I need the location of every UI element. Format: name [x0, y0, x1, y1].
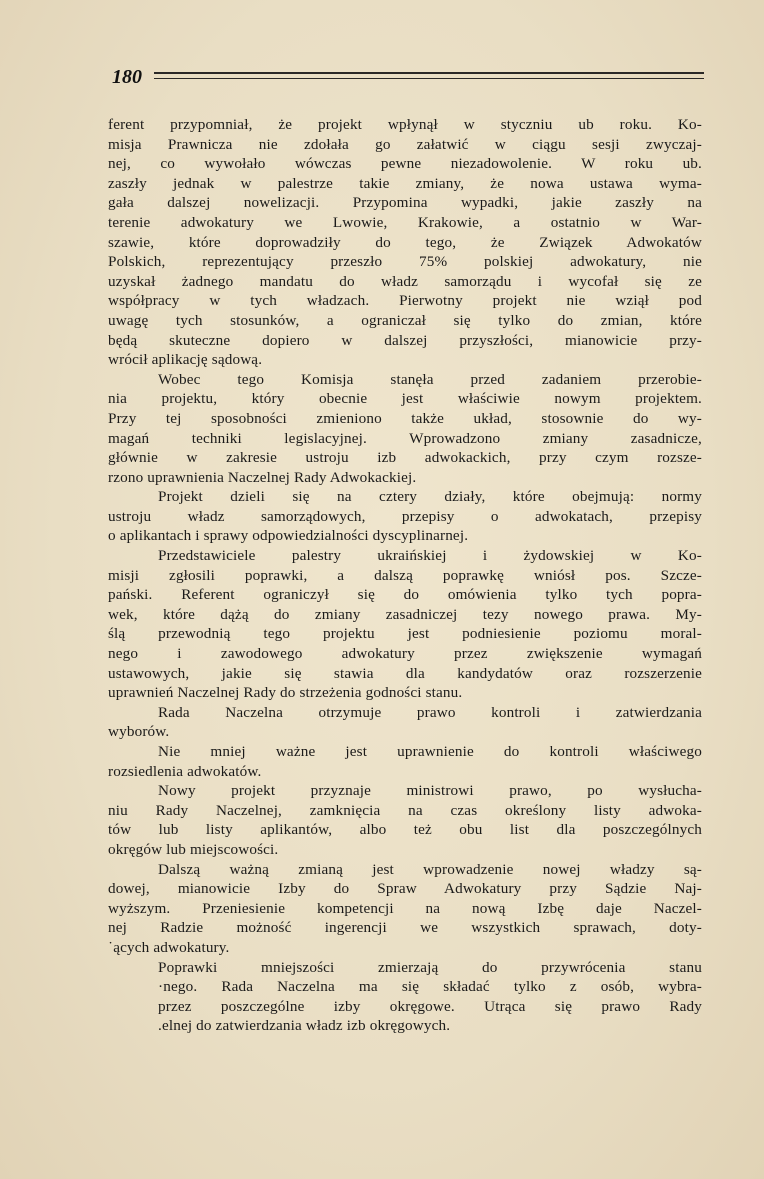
text-line: uzyskał żadnego mandatu do władz samorządu i wycofał się ze	[108, 272, 702, 290]
text-line: wyborów.	[108, 723, 170, 741]
header-rule	[154, 72, 704, 82]
page-number: 180	[112, 66, 142, 88]
text-line: terenie adwokatury we Lwowie, Krakowie, a ostatnio w War-	[108, 213, 702, 231]
text-line: Dalszą ważną zmianą jest wprowadzenie nowej władzy są-	[158, 860, 702, 878]
text-line: magań techniki legislacyjnej. Wprowadzono zmiany zasadnicze,	[108, 429, 702, 447]
header-rule-thick	[154, 72, 704, 74]
text-line: Rada Naczelna otrzymuje prawo kontroli i zatwierdzania	[158, 703, 702, 721]
text-line: ślą przewodnią tego projektu jest podniesienie poziomu moral-	[108, 625, 702, 643]
text-line: nego i zawodowego adwokatury przez zwiększenie wymagań	[108, 645, 702, 663]
text-line: ˙ących adwokatury.	[108, 938, 230, 956]
text-line: Poprawki mniejszości zmierzają do przywrócenia stanu	[158, 958, 702, 976]
text-line: uprawnień Naczelnej Rady do strzeżenia godności stanu.	[108, 684, 463, 702]
text-line: ferent przypomniał, że projekt wpłynął w styczniu ub roku. Ko-	[108, 116, 702, 133]
text-line: tów lub listy aplikantów, albo też obu list dla poszczególnych	[108, 821, 702, 839]
text-line: nej, co wywołało wówczas pewne niezadowolenie. W roku ub.	[108, 155, 702, 173]
text-line: misji zgłosili poprawki, a dalszą poprawkę wniósł pos. Szcze-	[108, 566, 702, 584]
text-line: zaszły jednak w palestrze takie zmiany, że nowa ustawa wyma-	[108, 174, 702, 192]
text-line: wyższym. Przeniesienie kompetencji na nową Izbę daje Naczel-	[108, 899, 702, 917]
page-header	[112, 66, 704, 96]
text-line: rozsiedlenia adwokatów.	[108, 762, 262, 780]
text-line: Przy tej sposobności zmieniono także układ, stosownie do wy-	[108, 409, 702, 427]
text-line: rzono uprawnienia Naczelnej Rady Adwokackiej.	[108, 468, 417, 486]
text-line: współpracy w tych władzach. Pierwotny projekt nie wziął pod	[108, 292, 702, 310]
text-line: misja Prawnicza nie zdołała go załatwić w ciągu sesji zwyczaj-	[108, 135, 702, 153]
text-line: uwagę tych stosunków, a ograniczał się tylko do zmian, które	[108, 311, 702, 329]
text-line: pański. Referent ograniczył się do omówienia tylko tych popra-	[108, 586, 702, 604]
body-text	[108, 115, 702, 1036]
text-line: .elnej do zatwierdzania władz izb okręgowych.	[158, 1017, 451, 1035]
header-rule-thin	[154, 78, 704, 79]
text-line: o aplikantach i sprawy odpowiedzialności dyscyplinarnej.	[108, 527, 469, 545]
text-line: nia projektu, który obecnie jest właściwie nowym projektem.	[108, 390, 702, 408]
text-line: przez poszczególne izby okręgowe. Utrąca się prawo Rady	[158, 997, 702, 1015]
text-line: ustawowych, jakie się stawia dla kandydatów oraz rozszerzenie	[108, 664, 702, 682]
text-line: dowej, mianowicie Izby do Spraw Adwokatury przy Sądzie Naj-	[108, 880, 702, 898]
text-line: Wobec tego Komisja stanęła przed zadaniem przerobie-	[158, 370, 702, 388]
text-line: głównie w zakresie ustroju izb adwokackich, przy czym rozsze-	[108, 449, 702, 467]
text-line: ustroju władz samorządowych, przepisy o adwokatach, przepisy	[108, 507, 702, 525]
text-line: niu Rady Naczelnej, zamknięcia na czas określony listy adwoka-	[108, 801, 702, 819]
text-line: będą skuteczne dopiero w dalszej przyszłości, mianowicie przy-	[108, 331, 702, 349]
text-line: Polskich, reprezentujący przeszło 75% polskiej adwokatury, nie	[108, 253, 702, 271]
text-line: Nowy projekt przyznaje ministrowi prawo, po wysłucha-	[158, 782, 702, 800]
text-line: wek, które dążą do zmiany zasadniczej tezy nowego prawa. My-	[108, 605, 702, 623]
text-line: wrócił aplikację sądową.	[108, 351, 263, 369]
text-line: Nie mniej ważne jest uprawnienie do kontroli właściwego	[158, 743, 702, 760]
text-line: nej Radzie możność ingerencji we wszystkich sprawach, doty-	[108, 919, 702, 937]
text-line: Przedstawiciele palestry ukraińskiej i żydowskiej w Ko-	[158, 547, 702, 565]
text-line: Projekt dzieli się na cztery działy, które obejmują: normy	[158, 488, 702, 506]
text-line: okręgów lub miejscowości.	[108, 840, 279, 858]
text-line: szawie, które doprowadziły do tego, że Związek Adwokatów	[108, 233, 702, 251]
text-line: gała dalszej nowelizacji. Przypomina wypadki, jakie zaszły na	[108, 194, 702, 212]
text-line: ·nego. Rada Naczelna ma się składać tylko z osób, wybra-	[158, 978, 702, 996]
